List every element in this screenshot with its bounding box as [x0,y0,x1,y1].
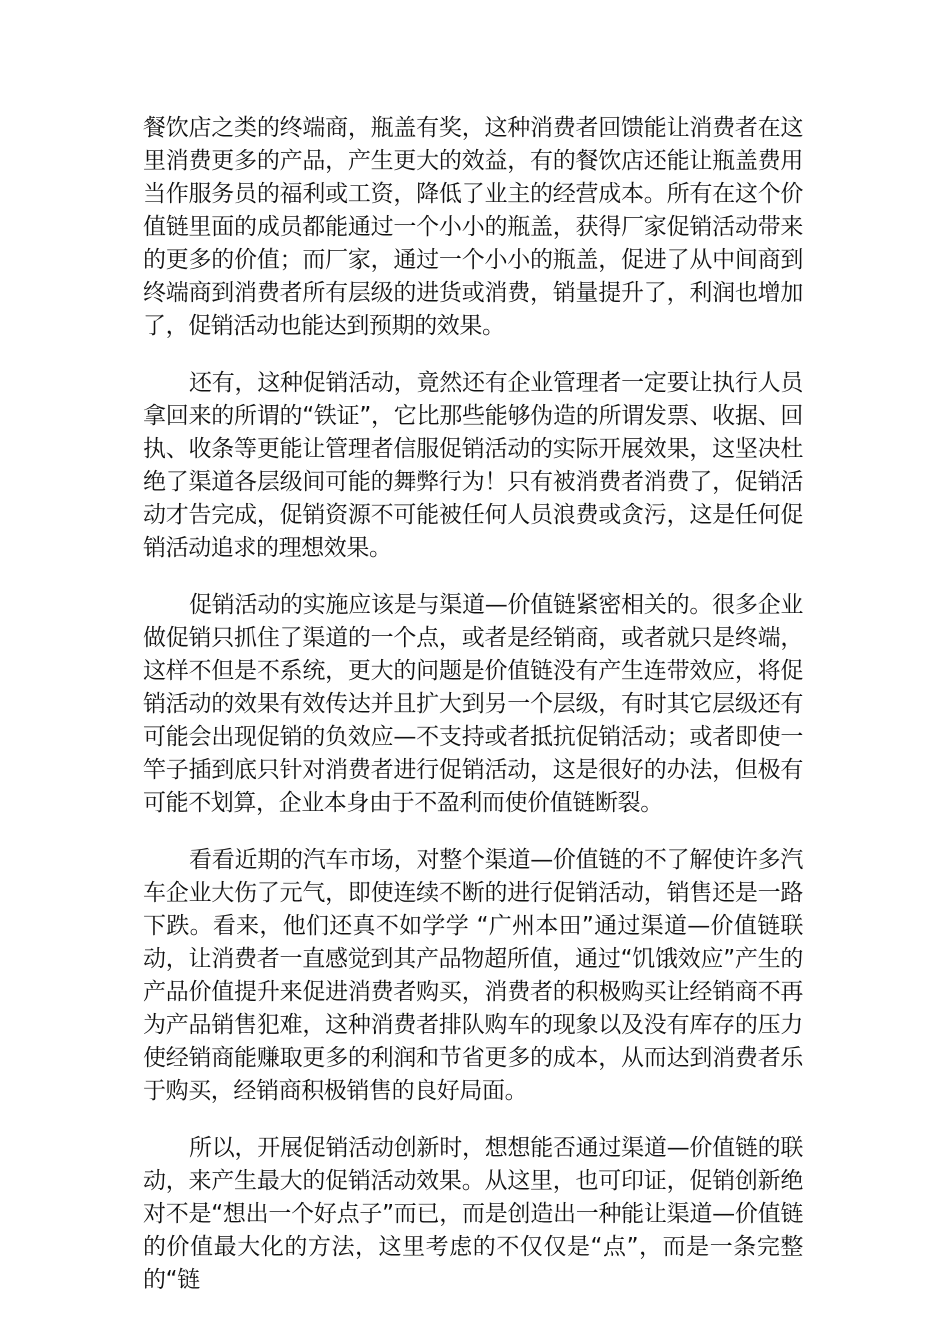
paragraph-1: 餐饮店之类的终端商，瓶盖有奖，这种消费者回馈能让消费者在这里消费更多的产品，产生更大的效益，有的餐饮店还能让瓶盖费用当作服务员的福利或工资，降低了业主的经营成本。所有在这个价值链里面的成员都能通过一个小小的瓶盖，获得厂家促销活动带来的更多的价值；而厂家，通过一个小小的瓶盖，促进了从中间商到终端商到消费者所有层级的进货或消费，销量提升了，利润也增加了，促销活动也能达到预期的效果。 [143,115,803,339]
paragraph-5: 所以，开展促销活动创新时，想想能否通过渠道—价值链的联动，来产生最大的促销活动效果。从这里，也可印证，促销创新绝对不是“想出一个好点子”而已，而是创造出一种能让渠道—价值链的价值最大化的方法，这里考虑的不仅仅是“点”，而是一条完整的“链 [143,1135,803,1293]
paragraph-4: 看看近期的汽车市场，对整个渠道—价值链的不了解使许多汽车企业大伤了元气，即使连续不断的进行促销活动，销售还是一路下跌。看来，他们还真不如学学 “广州本田”通过渠道—价值链联动，让消费者一直感觉到其产品物超所值，通过“饥饿效应”产生的产品价值提升来促进消费者购买，消费者的积极购买让经销商不再为产品销售犯难，这种消费者排队购车的现象以及没有库存的压力使经销商能赚取更多的利润和节省更多的成本，从而达到消费者乐于购买，经销商积极销售的良好局面。 [143,847,803,1104]
document-page [143,112,803,1321]
paragraph-3: 促销活动的实施应该是与渠道—价值链紧密相关的。很多企业做促销只抓住了渠道的一个点，或者是经销商，或者就只是终端，这样不但是不系统，更大的问题是价值链没有产生连带效应，将促销活动的效果有效传达并且扩大到另一个层级，有时其它层级还有可能会出现促销的负效应—不支持或者抵抗促销活动；或者即使一竿子插到底只针对消费者进行促销活动，这是很好的办法，但极有可能不划算，企业本身由于不盈利而使价值链断裂。 [143,592,803,816]
paragraph-2: 还有，这种促销活动，竟然还有企业管理者一定要让执行人员拿回来的所谓的“铁证”，它比那些能够伪造的所谓发票、收据、回执、收条等更能让管理者信服促销活动的实际开展效果，这坚决杜绝了渠道各层级间可能的舞弊行为！只有被消费者消费了，促销活动才告完成，促销资源不可能被任何人员浪费或贪污，这是任何促销活动追求的理想效果。 [143,370,803,561]
